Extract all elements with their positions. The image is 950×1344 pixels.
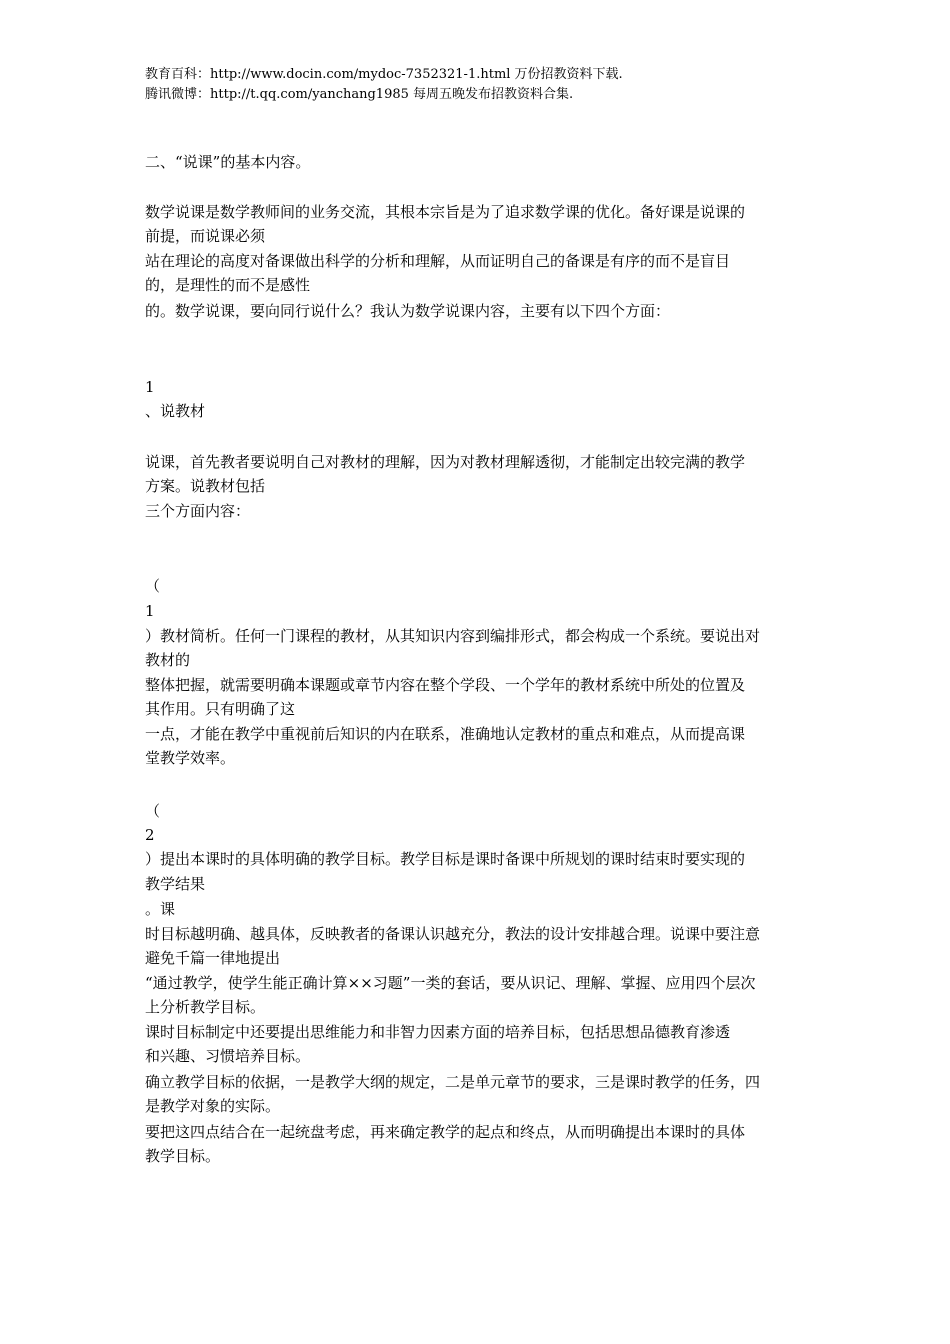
intro-line: 站在理论的高度对备课做出科学的分析和理解，从而证明自己的备课是有序的而不是盲目 [145, 252, 731, 270]
item2-line: 时目标越明确、越具体，反映教者的备课认识越充分，教法的设计安排越合理。说课中要注意 [145, 925, 761, 943]
intro-line: 的，是理性的而不是感性 [145, 276, 311, 294]
part1-title: 、说教材 [145, 402, 206, 420]
item2-line: 是教学对象的实际。 [145, 1097, 281, 1115]
item1-line: 整体把握，就需要明确本课题或章节内容在整个学段、一个学年的教材系统中所处的位置及 [145, 676, 746, 694]
header-line-docin: 教育百科：http://www.docin.com/mydoc-7352321-1.html 万份招教资料下载. [145, 67, 623, 82]
item1-line: 一点，才能在教学中重视前后知识的内在联系，准确地认定教材的重点和难点，从而提高课 [145, 725, 746, 743]
section-title: 二、“说课”的基本内容。 [145, 153, 311, 171]
part1-line: 说课，首先教者要说明自己对教材的理解，因为对教材理解透彻，才能制定出较完满的教学 [145, 453, 746, 471]
item1-line: ）教材简析。任何一门课程的教材，从其知识内容到编排形式，都会构成一个系统。要说出对 [145, 627, 761, 645]
item2-line: 和兴趣、习惯培养目标。 [145, 1047, 311, 1065]
item2-paren: （ [145, 802, 161, 820]
item2-line: 。课 [145, 900, 176, 918]
intro-line: 前提，而说课必须 [145, 227, 266, 245]
item2-line: 教学结果 [145, 875, 206, 893]
part1-number: 1 [145, 378, 155, 396]
item2-line: 上分析教学目标。 [145, 998, 266, 1016]
item1-line: 堂教学效率。 [145, 749, 236, 767]
part1-line: 方案。说教材包括 [145, 477, 266, 495]
intro-line: 的。数学说课，要向同行说什么？我认为数学说课内容，主要有以下四个方面： [145, 302, 671, 320]
item1-paren: （ [145, 577, 161, 595]
item2-line: 确立教学目标的依据，一是教学大纲的规定，二是单元章节的要求，三是课时教学的任务，四 [145, 1073, 761, 1091]
item2-number: 2 [145, 826, 155, 844]
item2-line: 避免千篇一律地提出 [145, 949, 281, 967]
item1-line: 其作用。只有明确了这 [145, 700, 296, 718]
item2-line: 教学目标。 [145, 1147, 221, 1165]
item2-line: 课时目标制定中还要提出思维能力和非智力因素方面的培养目标，包括思想品德教育渗透 [145, 1023, 731, 1041]
item2-line: 要把这四点结合在一起统盘考虑，再来确定教学的起点和终点，从而明确提出本课时的具体 [145, 1123, 746, 1141]
part1-line: 三个方面内容： [145, 502, 251, 520]
item2-line: ）提出本课时的具体明确的教学目标。教学目标是课时备课中所规划的课时结束时要实现的 [145, 850, 746, 868]
item1-number: 1 [145, 602, 155, 620]
item1-line: 教材的 [145, 651, 191, 669]
intro-line: 数学说课是数学教师间的业务交流，其根本宗旨是为了追求数学课的优化。备好课是说课的 [145, 203, 746, 221]
item2-line: “通过教学，使学生能正确计算××习题”一类的套话，要从识记、理解、掌握、应用四个层次 [145, 974, 756, 992]
header-line-weibo: 腾讯微博：http://t.qq.com/yanchang1985 每周五晚发布招教资料合集. [145, 87, 574, 102]
page-header [145, 65, 825, 105]
